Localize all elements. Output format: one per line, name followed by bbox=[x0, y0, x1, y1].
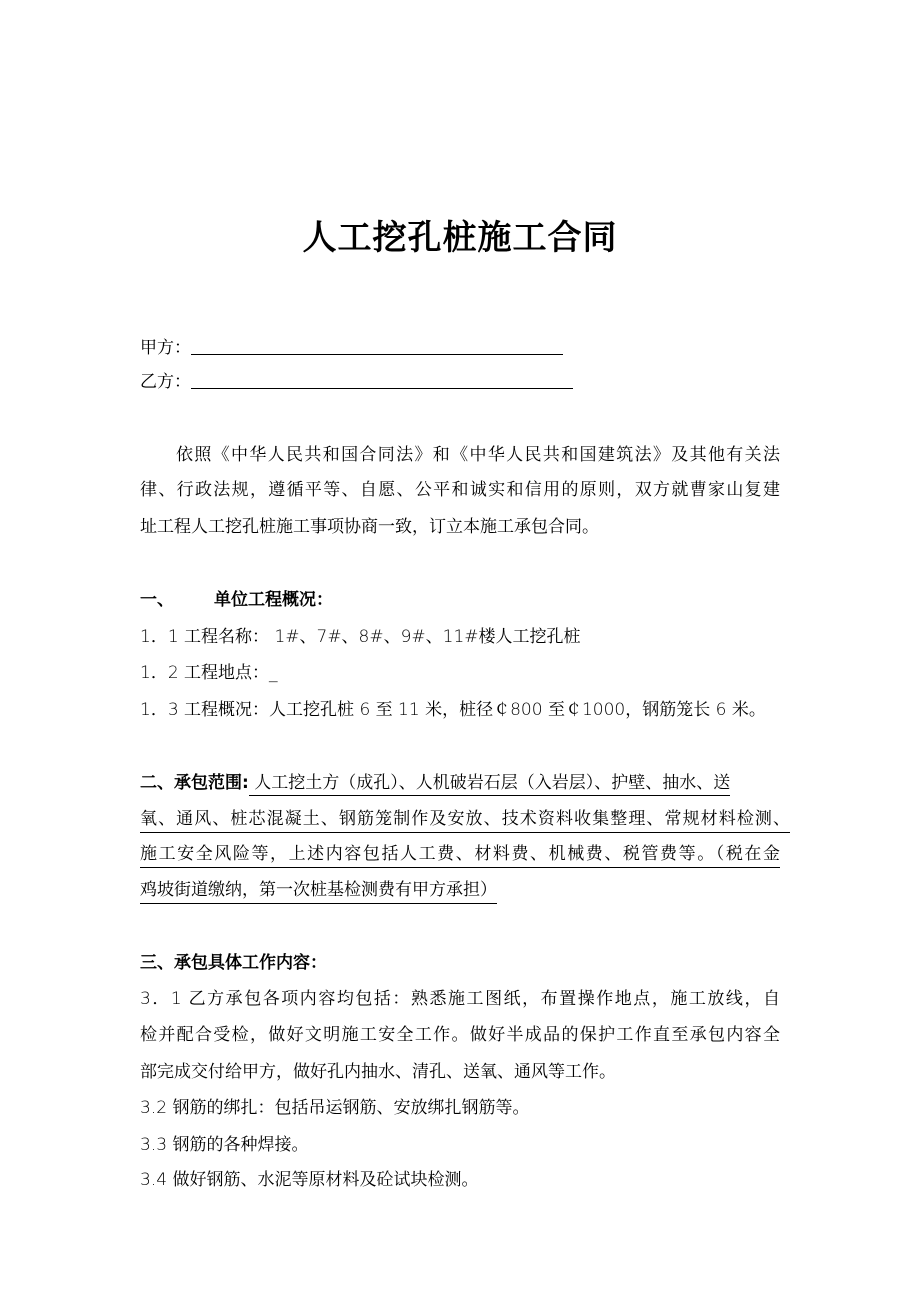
party-a-blank[interactable] bbox=[191, 338, 563, 355]
section3-item: 3.4 做好钢筋、水泥等原材料及砼试块检测。 bbox=[140, 1170, 479, 1190]
section2-text: 人工挖土方（成孔）、人机破岩石层（入岩层）、护壁、抽水、送 bbox=[249, 773, 730, 796]
section2-line: 氧、通风、桩芯混凝土、钢筋笼制作及安放、技术资料收集整理、常规材料检测、 bbox=[140, 808, 790, 833]
section2-line: 施工安全风险等，上述内容包括人工费、材料费、机械费、税管费等。（税在金 bbox=[140, 843, 780, 868]
party-b-line bbox=[140, 371, 573, 393]
section3-item: 3.3 钢筋的各种焊接。 bbox=[140, 1135, 309, 1155]
section3-item-line: 检并配合受检，做好文明施工安全工作。做好半成品的保护工作直至承包内容全 bbox=[140, 1025, 780, 1045]
section1-item: 1．3 工程概况：人工挖孔桩 6 至 11 米，桩径￠800 至￠1000，钢筋笼长 6 米。 bbox=[140, 700, 766, 720]
party-a-label: 甲方： bbox=[140, 338, 191, 358]
preamble-line: 律、行政法规，遵循平等、自愿、公平和诚实和信用的原则，双方就曹家山复建 bbox=[140, 480, 780, 500]
party-b-blank[interactable] bbox=[191, 372, 573, 389]
section1-number: 一、 bbox=[140, 590, 174, 610]
section3-item-line: 3．1 乙方承包各项内容均包括：熟悉施工图纸，布置操作地点，施工放线，自 bbox=[140, 989, 780, 1009]
section1-item: 1．1 工程名称： 1#、7#、8#、9#、11#楼人工挖孔桩 bbox=[140, 627, 581, 647]
section2-heading: 二、承包范围: bbox=[140, 773, 249, 793]
section2-line: 鸡坡街道缴纳，第一次桩基检测费有甲方承担） bbox=[140, 879, 497, 904]
contract-title: 人工挖孔桩施工合同 bbox=[302, 218, 618, 258]
section1-title: 单位工程概况： bbox=[214, 590, 333, 610]
section1-heading bbox=[140, 589, 333, 611]
section3-item: 3.2 钢筋的绑扎：包括吊运钢筋、安放绑扎钢筋等。 bbox=[140, 1098, 530, 1118]
preamble-line: 址工程人工挖孔桩施工事项协商一致，订立本施工承包合同。 bbox=[140, 517, 599, 537]
section3-heading: 三、承包具体工作内容： bbox=[140, 953, 327, 973]
party-a-line bbox=[140, 337, 563, 359]
preamble-line: 依照《中华人民共和国合同法》和《中华人民共和国建筑法》及其他有关法 bbox=[176, 445, 780, 465]
party-b-label: 乙方： bbox=[140, 372, 191, 392]
section3-item-line: 部完成交付给甲方，做好孔内抽水、清孔、送氧、通风等工作。 bbox=[140, 1062, 616, 1082]
section1-item: 1．2 工程地点：_ bbox=[140, 663, 278, 683]
section2-line bbox=[140, 772, 730, 794]
